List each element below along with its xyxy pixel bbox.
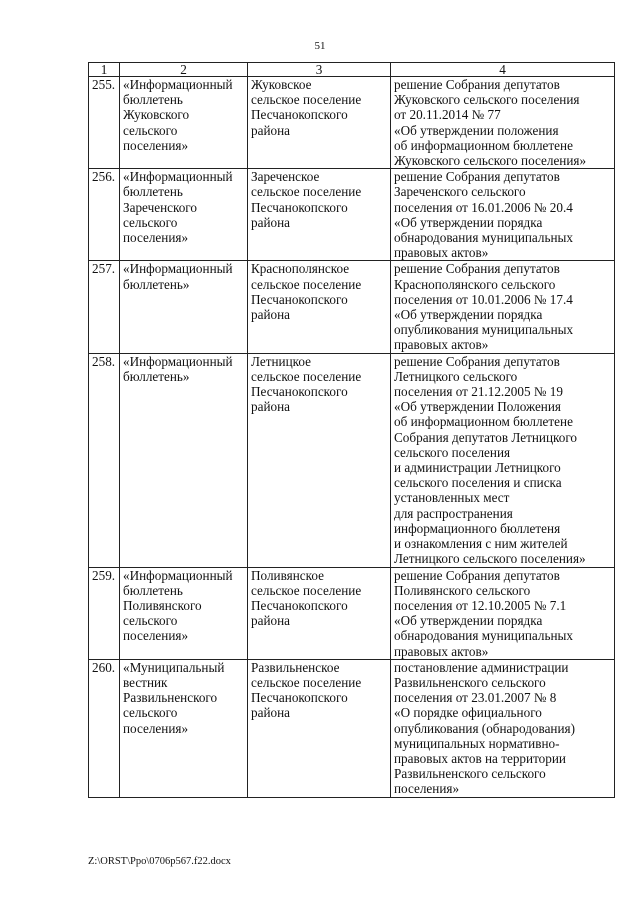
settlement-name: Развильненское сельское поселение Песчанокопского района [248,659,391,797]
settlement-name: Зареченское сельское поселение Песчанокопского района [248,169,391,261]
row-number: 258. [89,353,120,567]
legal-document: решение Собрания депутатов Жуковского сельского поселения от 20.11.2014 № 77 «Об утверждении положения об информационном бюллетене Жуковского сельского поселения» [391,77,615,169]
legal-document: решение Собрания депутатов Зареченского сельского поселения от 16.01.2006 № 20.4 «Об утверждении порядка обнародования муниципальных правовых актов» [391,169,615,261]
column-header: 2 [120,63,248,77]
table-row [89,353,615,567]
column-header: 1 [89,63,120,77]
legal-document: решение Собрания депутатов Краснополянского сельского поселения от 10.01.2006 № 17.4 «Об утверждении порядка опубликования муниципальных правовых актов» [391,261,615,353]
row-number: 260. [89,659,120,797]
table-row [89,567,615,659]
publication-name: «Информационный бюллетень Зареченского сельского поселения» [120,169,248,261]
settlement-name: Жуковское сельское поселение Песчанокопского района [248,77,391,169]
column-header: 3 [248,63,391,77]
column-header: 4 [391,63,615,77]
footer-file-path: Z:\ORST\Ppo\0706p567.f22.docx [88,856,231,867]
legal-document: решение Собрания депутатов Поливянского сельского поселения от 12.10.2005 № 7.1 «Об утверждении порядка обнародования муниципальных правовых актов» [391,567,615,659]
publication-name: «Информационный бюллетень Поливянского сельского поселения» [120,567,248,659]
page-number: 51 [314,40,326,52]
publication-name: «Информационный бюллетень Жуковского сельского поселения» [120,77,248,169]
table-row [89,659,615,797]
table-header-row [89,63,615,77]
settlement-name: Краснополянское сельское поселение Песчанокопского района [248,261,391,353]
publication-name: «Муниципальный вестник Развильненского сельского поселения» [120,659,248,797]
table-row [89,169,615,261]
legal-document: постановление администрации Развильненского сельского поселения от 23.01.2007 № 8 «О порядке официального опубликования (обнародования) муниципальных нормативно- правовых актов на территории Развильненского сельского поселения» [391,659,615,797]
row-number: 259. [89,567,120,659]
publication-name: «Информационный бюллетень» [120,353,248,567]
row-number: 256. [89,169,120,261]
table-row [89,261,615,353]
row-number: 257. [89,261,120,353]
settlement-name: Летницкое сельское поселение Песчанокопского района [248,353,391,567]
row-number: 255. [89,77,120,169]
legal-document: решение Собрания депутатов Летницкого сельского поселения от 21.12.2005 № 19 «Об утверждении Положения об информационном бюллетене Собрания депутатов Летницкого сельского поселения и администрации Летницкого сельского поселения и списка установленных мест для распространения информационного бюллетеня и ознакомления с ним жителей Летницкого сельского поселения» [391,353,615,567]
table-row [89,77,615,169]
registry-table [88,62,615,798]
settlement-name: Поливянское сельское поселение Песчанокопского района [248,567,391,659]
publication-name: «Информационный бюллетень» [120,261,248,353]
